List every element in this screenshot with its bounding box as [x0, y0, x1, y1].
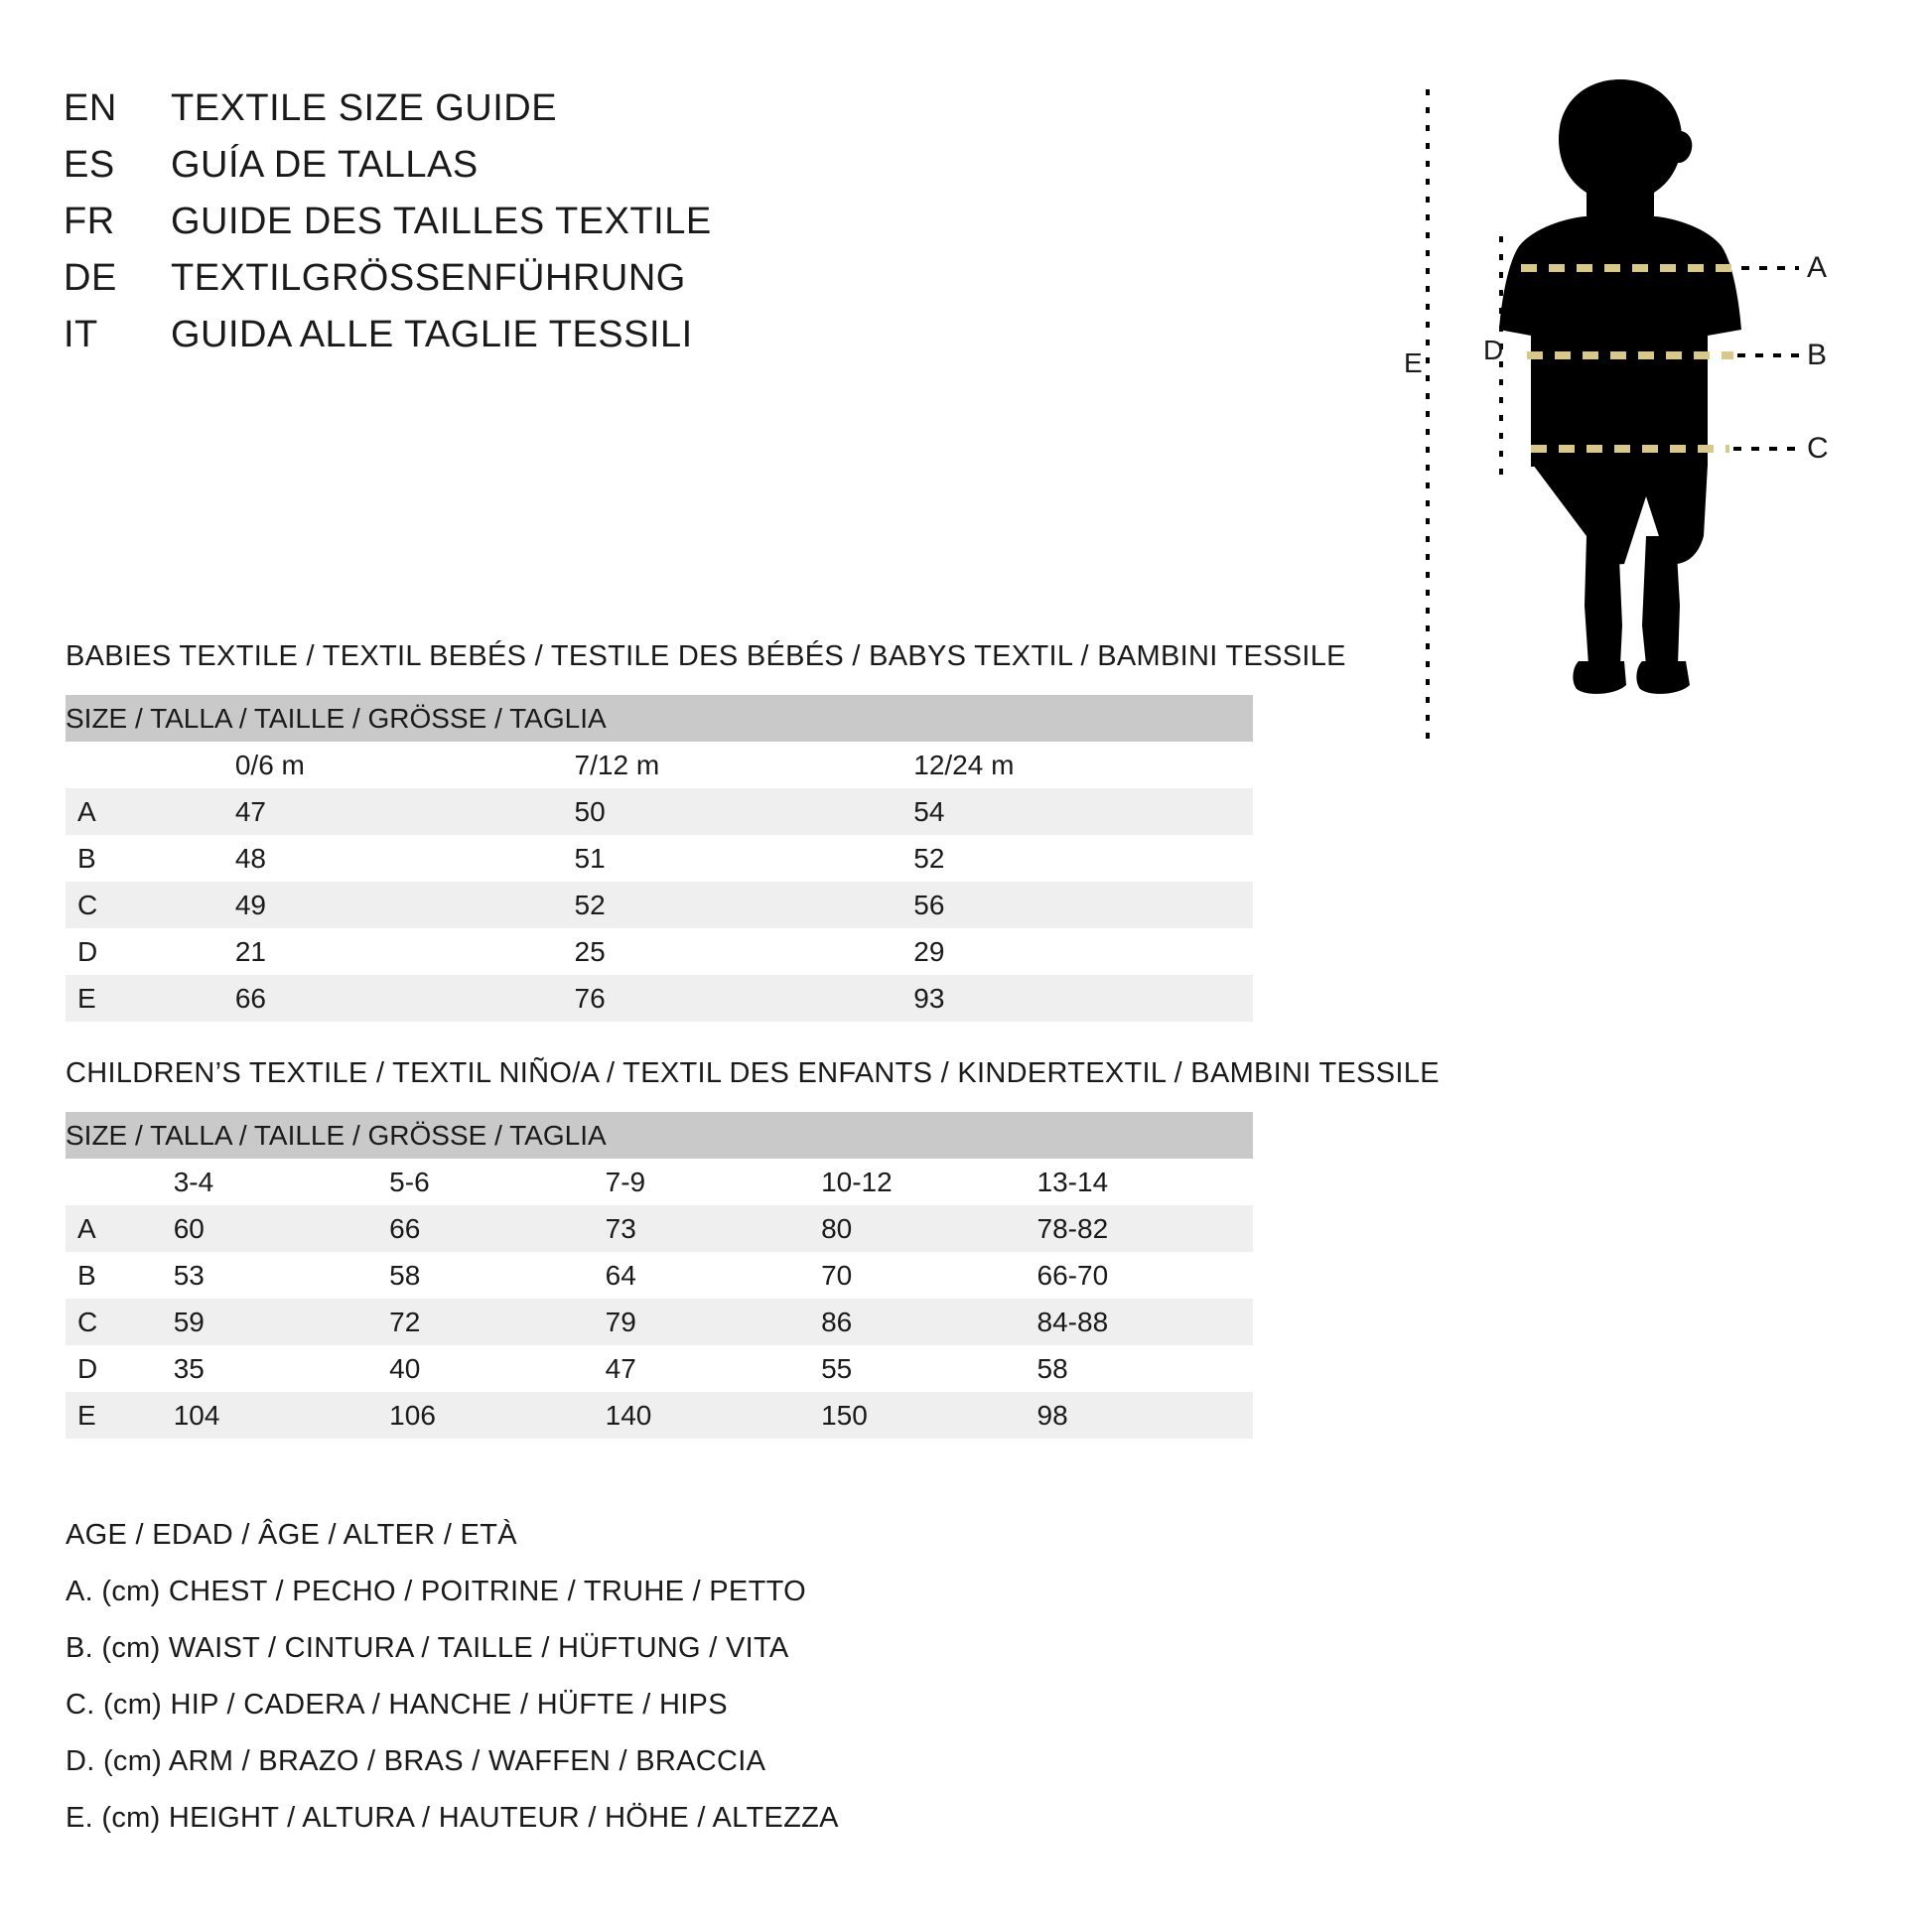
title-text-it: GUIDA ALLE TAGLIE TESSILI — [171, 314, 693, 355]
children-col-3: 10-12 — [821, 1159, 1036, 1205]
children-e-1: 106 — [389, 1392, 605, 1439]
babies-section-heading: BABIES TEXTILE / TEXTIL BEBÉS / TESTILE DES BÉBÉS / BABYS TEXTIL / BAMBINI TESSILE — [66, 640, 1346, 672]
babies-d-0: 21 — [235, 928, 575, 975]
children-col-0: 3-4 — [174, 1159, 389, 1205]
babies-c-0: 49 — [235, 882, 575, 928]
children-c-3: 86 — [821, 1299, 1036, 1345]
figure-label-d: D — [1483, 335, 1504, 365]
children-c-4: 84-88 — [1037, 1299, 1253, 1345]
babies-row-label-c: C — [66, 882, 235, 928]
title-lang-en: EN — [64, 87, 117, 129]
babies-col-1: 7/12 m — [575, 742, 914, 788]
children-col-4: 13-14 — [1037, 1159, 1253, 1205]
table-row — [66, 882, 1253, 928]
figure-label-e: E — [1404, 347, 1423, 378]
babies-column-header-row — [66, 742, 1253, 788]
title-row-de — [64, 257, 957, 314]
children-b-3: 70 — [821, 1252, 1036, 1299]
table-row — [66, 1252, 1253, 1299]
children-b-0: 53 — [174, 1252, 389, 1299]
table-row — [66, 788, 1253, 835]
figure-label-b: B — [1807, 339, 1828, 371]
table-row — [66, 975, 1253, 1022]
babies-size-table — [66, 695, 1253, 1022]
title-text-fr: GUIDE DES TAILLES TEXTILE — [171, 201, 712, 242]
children-band-label: SIZE / TALLA / TAILLE / GRÖSSE / TAGLIA — [66, 1112, 1253, 1159]
children-table-band — [66, 1112, 1253, 1159]
babies-b-1: 51 — [575, 835, 914, 882]
babies-e-0: 66 — [235, 975, 575, 1022]
babies-band-label: SIZE / TALLA / TAILLE / GRÖSSE / TAGLIA — [66, 695, 1253, 742]
children-size-table — [66, 1112, 1253, 1439]
children-a-0: 60 — [174, 1205, 389, 1252]
children-b-1: 58 — [389, 1252, 605, 1299]
children-b-4: 66-70 — [1037, 1252, 1253, 1299]
legend-block — [66, 1519, 1356, 1859]
children-d-2: 47 — [606, 1345, 821, 1392]
babies-d-2: 29 — [913, 928, 1253, 975]
figure-label-a: A — [1807, 251, 1828, 284]
babies-b-0: 48 — [235, 835, 575, 882]
figure-label-c: C — [1807, 432, 1829, 465]
children-e-4: 98 — [1037, 1392, 1253, 1439]
babies-row-label-a: A — [66, 788, 235, 835]
babies-c-2: 56 — [913, 882, 1253, 928]
children-d-0: 35 — [174, 1345, 389, 1392]
children-c-0: 59 — [174, 1299, 389, 1345]
babies-e-2: 93 — [913, 975, 1253, 1022]
legend-line-chest: A. (cm) CHEST / PECHO / POITRINE / TRUHE / PETTO — [66, 1576, 806, 1607]
children-a-4: 78-82 — [1037, 1205, 1253, 1252]
children-b-2: 64 — [606, 1252, 821, 1299]
children-e-3: 150 — [821, 1392, 1036, 1439]
children-e-0: 104 — [174, 1392, 389, 1439]
babies-row-label-b: B — [66, 835, 235, 882]
babies-a-1: 50 — [575, 788, 914, 835]
children-row-label-e: E — [66, 1392, 174, 1439]
children-row-label-d: D — [66, 1345, 174, 1392]
babies-d-1: 25 — [575, 928, 914, 975]
children-c-2: 79 — [606, 1299, 821, 1345]
title-row-it — [64, 314, 957, 370]
children-col-2: 7-9 — [606, 1159, 821, 1205]
title-lang-es: ES — [64, 144, 115, 186]
table-row — [66, 1299, 1253, 1345]
title-text-de: TEXTILGRÖSSENFÜHRUNG — [171, 257, 686, 299]
legend-line-waist: B. (cm) WAIST / CINTURA / TAILLE / HÜFTUNG / VITA — [66, 1632, 789, 1664]
children-col-1: 5-6 — [389, 1159, 605, 1205]
title-row-es — [64, 144, 957, 201]
children-row-label-c: C — [66, 1299, 174, 1345]
title-lang-fr: FR — [64, 201, 115, 242]
babies-a-2: 54 — [913, 788, 1253, 835]
child-silhouette — [1499, 79, 1741, 694]
babies-table-band — [66, 695, 1253, 742]
title-lang-de: DE — [64, 257, 117, 299]
babies-a-0: 47 — [235, 788, 575, 835]
title-row-en — [64, 87, 957, 144]
table-row — [66, 835, 1253, 882]
title-block — [64, 87, 957, 370]
babies-e-1: 76 — [575, 975, 914, 1022]
children-row-label-a: A — [66, 1205, 174, 1252]
measurement-figure — [1404, 69, 1886, 764]
legend-line-hip: C. (cm) HIP / CADERA / HANCHE / HÜFTE / HIPS — [66, 1689, 728, 1721]
babies-row-label-e: E — [66, 975, 235, 1022]
children-row-label-b: B — [66, 1252, 174, 1299]
babies-c-1: 52 — [575, 882, 914, 928]
babies-row-label-d: D — [66, 928, 235, 975]
children-a-2: 73 — [606, 1205, 821, 1252]
children-section-heading: CHILDREN’S TEXTILE / TEXTIL NIÑO/A / TEXTIL DES ENFANTS / KINDERTEXTIL / BAMBINI TESSILE — [66, 1057, 1440, 1089]
title-text-es: GUÍA DE TALLAS — [171, 144, 479, 186]
babies-col-0: 0/6 m — [235, 742, 575, 788]
children-d-1: 40 — [389, 1345, 605, 1392]
title-row-fr — [64, 201, 957, 257]
table-row — [66, 928, 1253, 975]
babies-b-2: 52 — [913, 835, 1253, 882]
title-text-en: TEXTILE SIZE GUIDE — [171, 87, 558, 129]
children-column-header-row — [66, 1159, 1253, 1205]
children-e-2: 140 — [606, 1392, 821, 1439]
table-row — [66, 1205, 1253, 1252]
children-d-4: 58 — [1037, 1345, 1253, 1392]
children-d-3: 55 — [821, 1345, 1036, 1392]
children-a-3: 80 — [821, 1205, 1036, 1252]
table-row — [66, 1345, 1253, 1392]
children-c-1: 72 — [389, 1299, 605, 1345]
children-a-1: 66 — [389, 1205, 605, 1252]
babies-col-2: 12/24 m — [913, 742, 1253, 788]
legend-line-age: AGE / EDAD / ÂGE / ALTER / ETÀ — [66, 1519, 517, 1551]
title-lang-it: IT — [64, 314, 98, 355]
table-row — [66, 1392, 1253, 1439]
legend-line-height: E. (cm) HEIGHT / ALTURA / HAUTEUR / HÖHE / ALTEZZA — [66, 1802, 839, 1834]
legend-line-arm: D. (cm) ARM / BRAZO / BRAS / WAFFEN / BRACCIA — [66, 1745, 766, 1777]
